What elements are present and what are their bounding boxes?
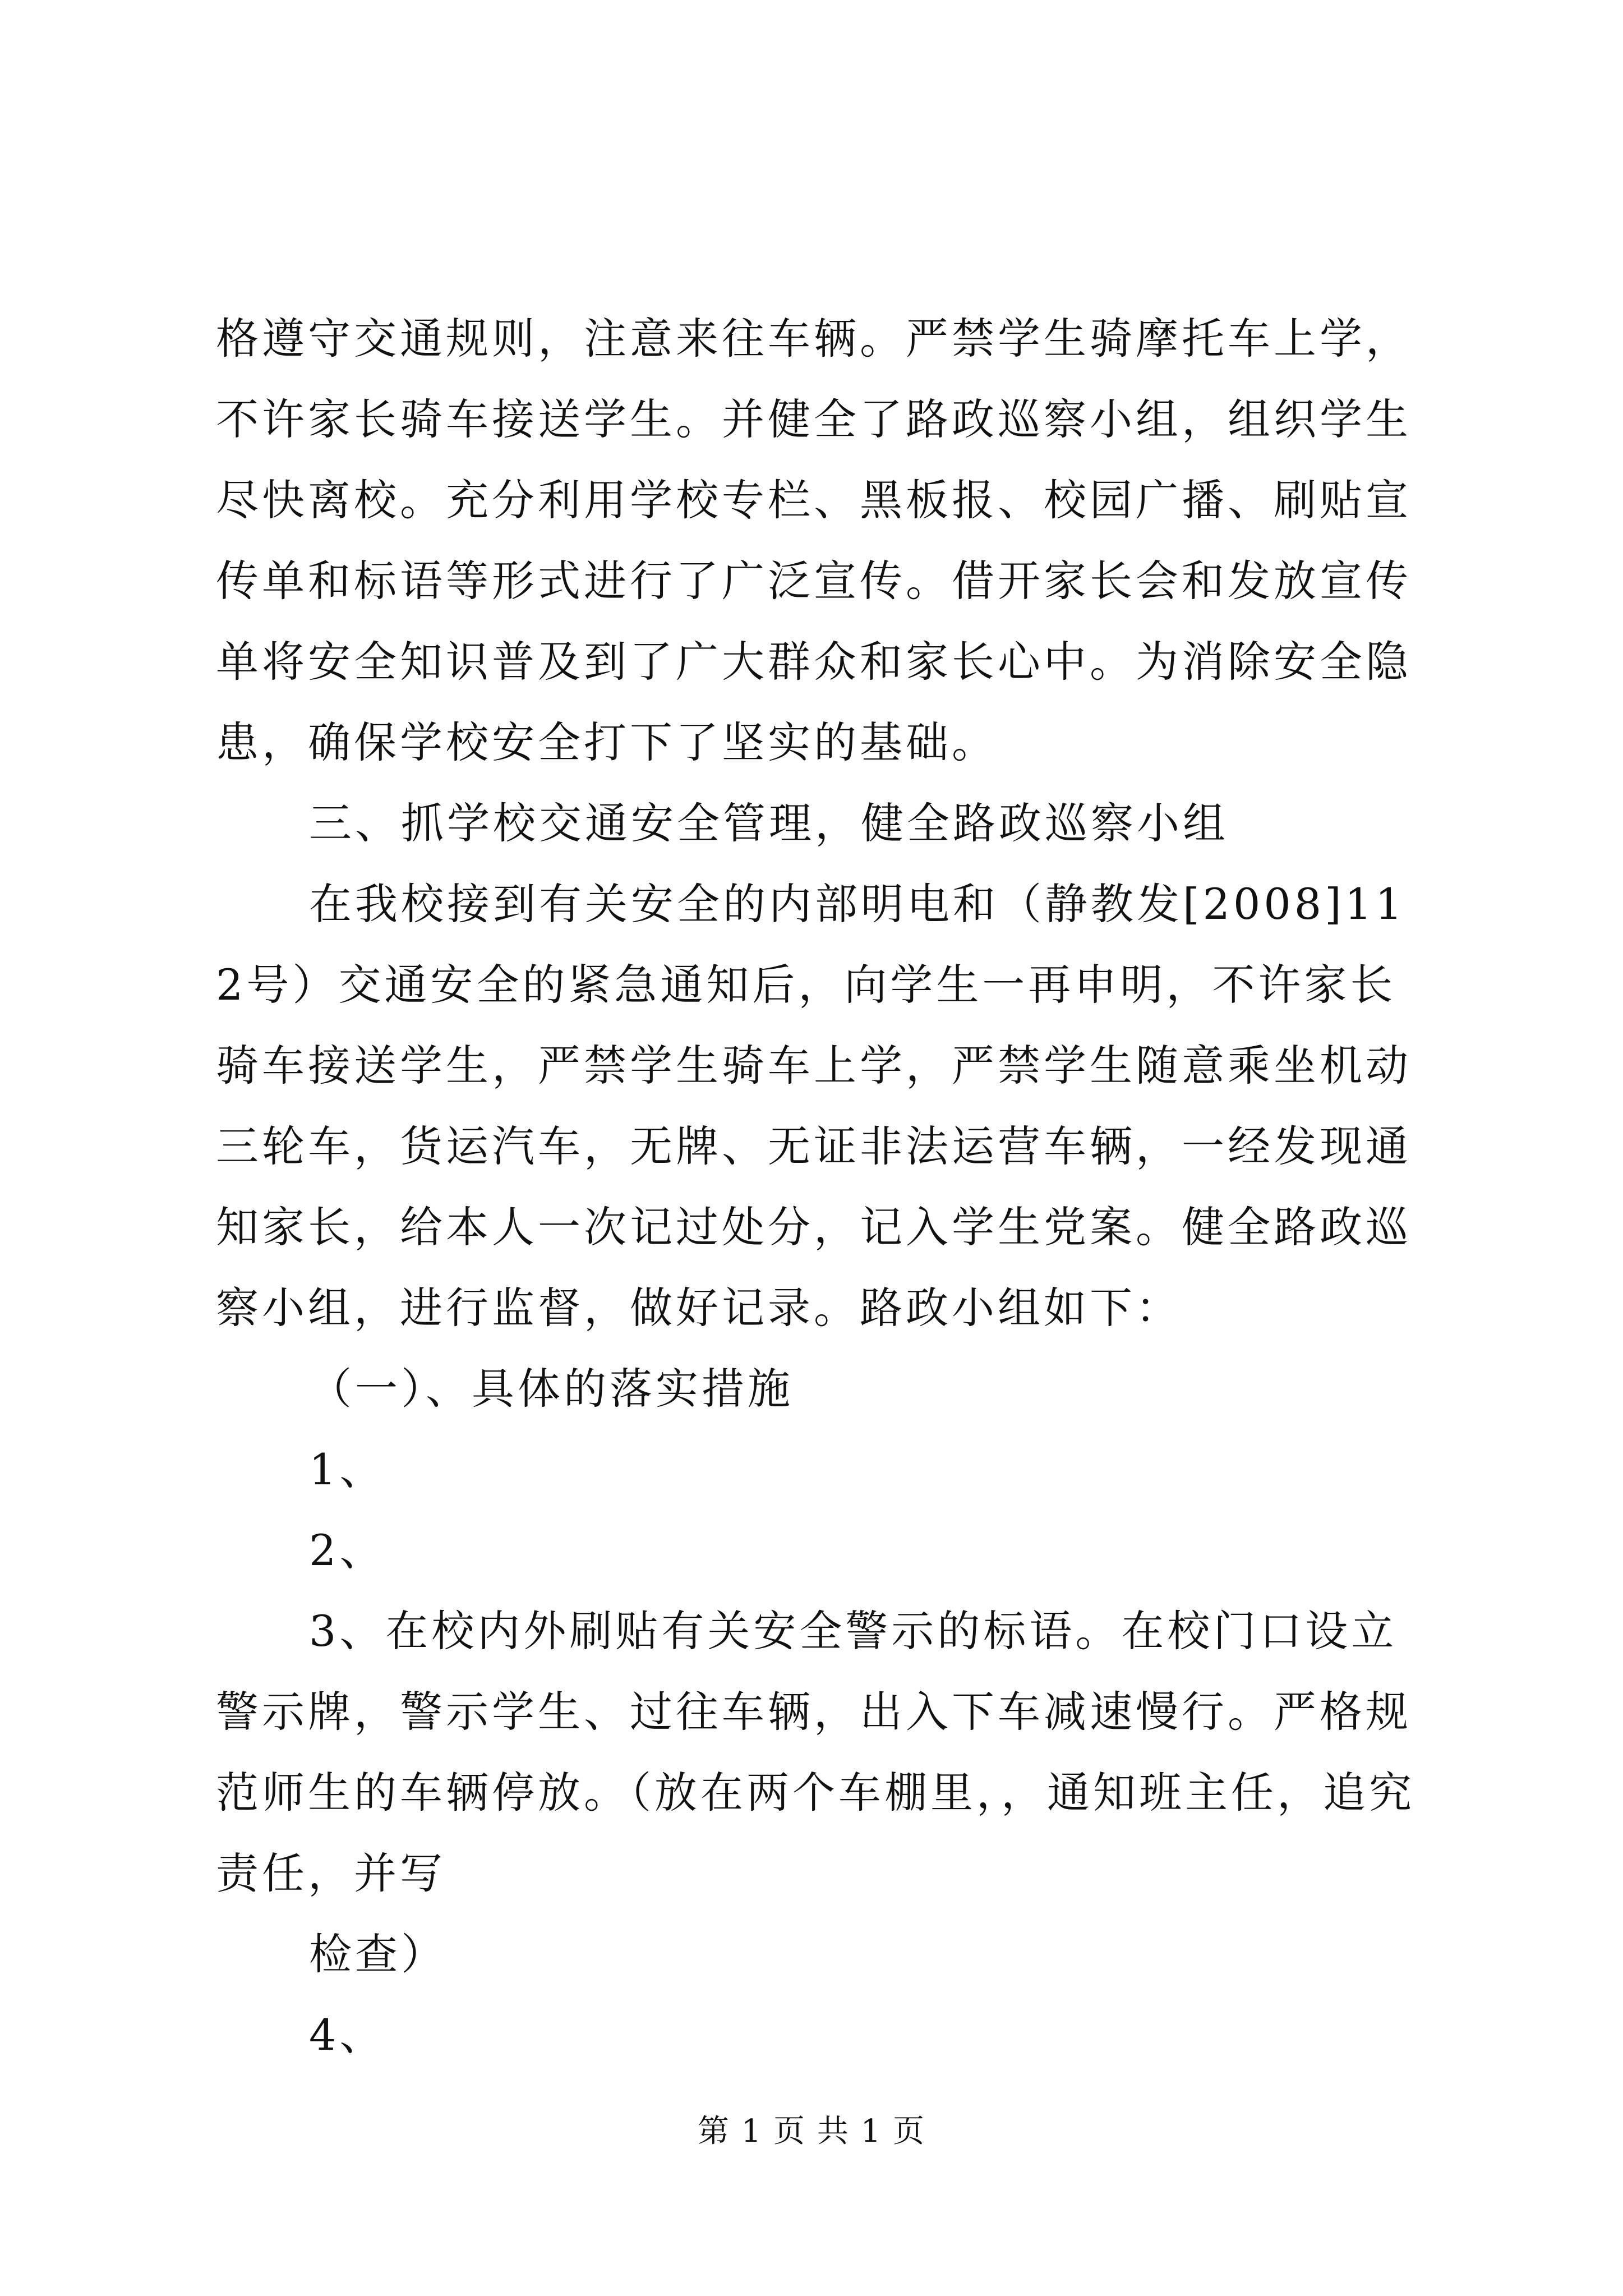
page-footer: 第 1 页 共 1 页 — [697, 2113, 926, 2150]
list-item-3: 3、在校内外刷贴有关安全警示的标语。在校门口设立警示牌，警示学生、过往车辆，出入下车减速慢行。严格规范师生的车辆停放。（放在两个车棚里，，通知班主任，追究责任，并写 — [216, 1606, 1415, 1898]
list-item-3-tail: 检查） — [309, 1929, 447, 1979]
paragraph-body-1: 格遵守交通规则，注意来往车辆。严禁学生骑摩托车上学，不许家长骑车接送学生。并健全了路政巡察小组，组织学生尽快离校。充分利用学校专栏、黑板报、校园广播、刷贴宣传单和标语等形式进行了广泛宣传。借开家长会和发放宣传单将安全知识普及到了广大群众和家长心中。为消除安全隐患，确保学校安全打下了坚实的基础。 — [216, 314, 1412, 767]
paragraph-body-2: 在我校接到有关安全的内部明电和（静教发[2008]112号）交通安全的紧急通知后，向学生一再申明，不许家长骑车接送学生，严禁学生骑车上学，严禁学生随意乘坐机动三轮车，货运汽车，无牌、无证非法运营车辆，一经发现通知家长，给本人一次记过处分，记入学生党案。健全路政巡察小组，进行监督，做好记录。路政小组如下： — [216, 879, 1412, 1333]
subsection-heading-1: （一）、具体的落实措施 — [309, 1364, 794, 1414]
section-heading-3: 三、抓学校交通安全管理，健全路政巡察小组 — [309, 798, 1229, 848]
list-item-2: 2、 — [309, 1525, 386, 1575]
list-item-1: 1、 — [309, 1444, 386, 1494]
list-item-4: 4、 — [309, 2010, 386, 2060]
document-body — [216, 298, 1416, 2076]
